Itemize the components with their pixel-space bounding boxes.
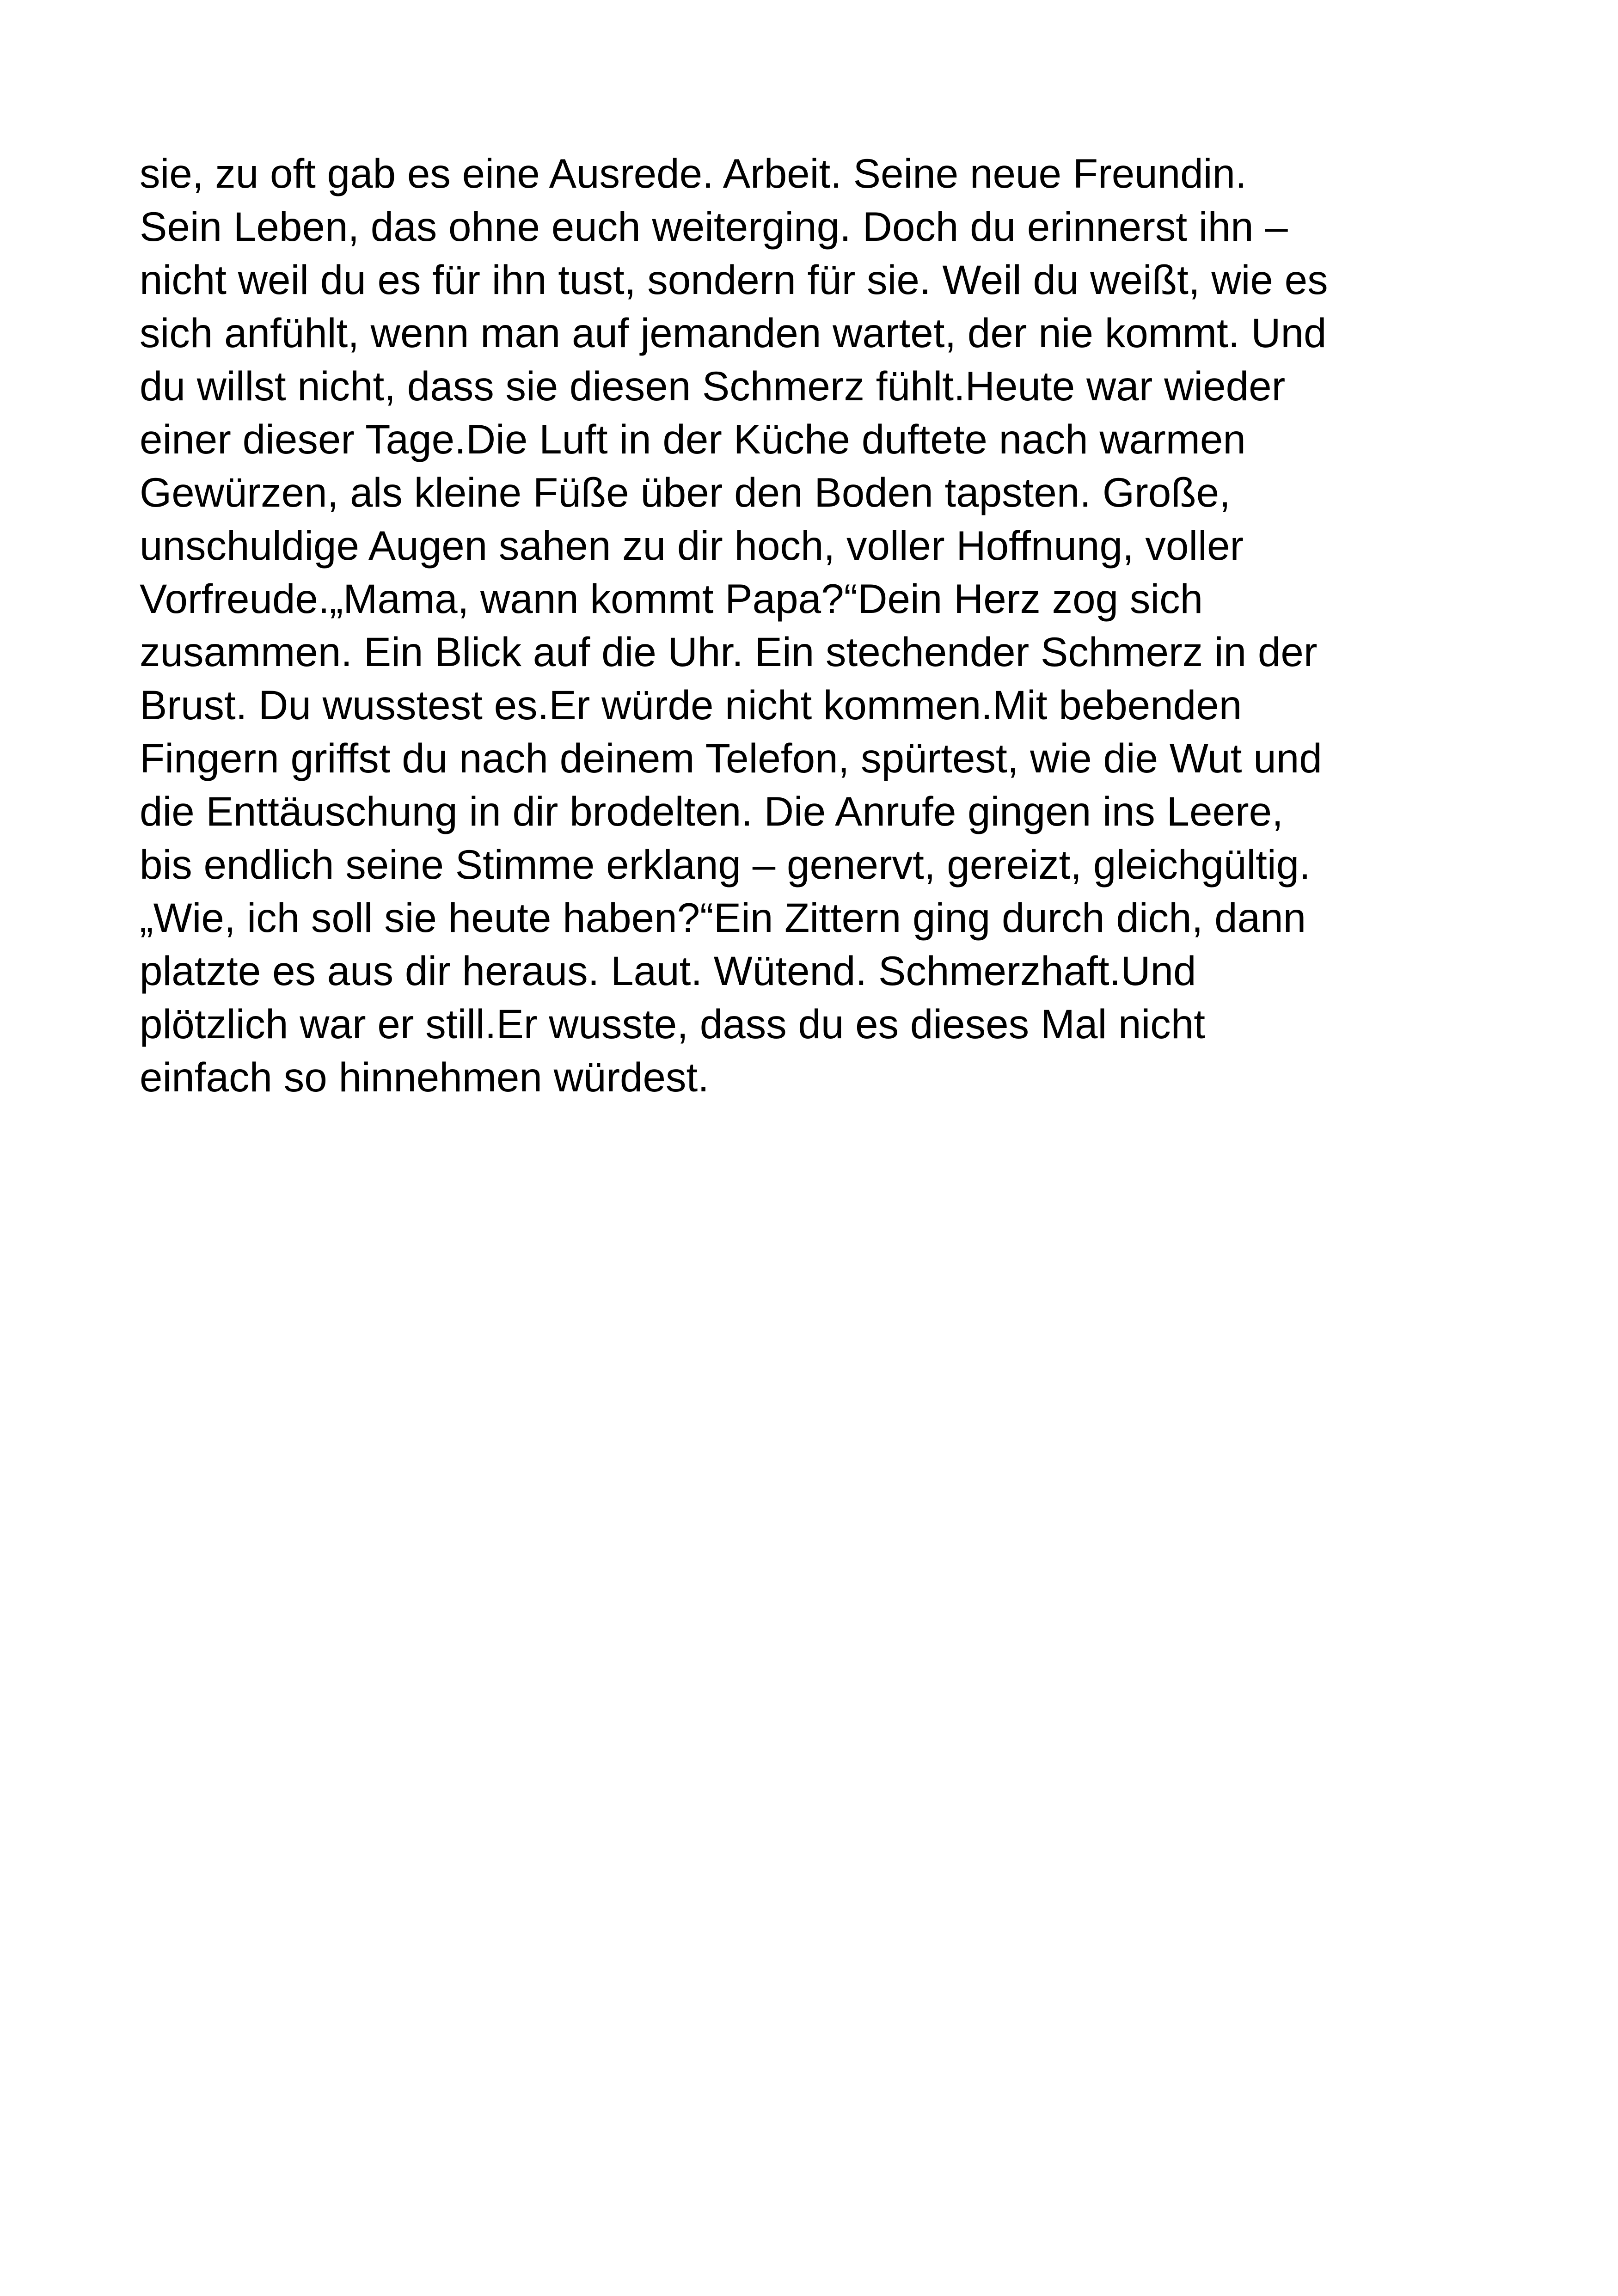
text-line: unschuldige Augen sahen zu dir hoch, voller Hoffnung, voller	[140, 522, 1244, 569]
body-paragraph	[140, 147, 1526, 1104]
text-line: die Enttäuschung in dir brodelten. Die Anrufe gingen ins Leere,	[140, 788, 1283, 834]
text-line: sich anfühlt, wenn man auf jemanden wartet, der nie kommt. Und	[140, 310, 1327, 356]
text-line: einfach so hinnehmen würdest.	[140, 1054, 709, 1100]
text-line: du willst nicht, dass sie diesen Schmerz fühlt.Heute war wieder	[140, 363, 1286, 409]
text-line: nicht weil du es für ihn tust, sondern für sie. Weil du weißt, wie es	[140, 257, 1328, 303]
text-line: Brust. Du wusstest es.Er würde nicht kommen.Mit bebenden	[140, 682, 1242, 728]
text-line: bis endlich seine Stimme erklang – genervt, gereizt, gleichgültig.	[140, 841, 1311, 888]
text-line: „Wie, ich soll sie heute haben?“Ein Zittern ging durch dich, dann	[140, 894, 1306, 941]
text-line: platzte es aus dir heraus. Laut. Wütend. Schmerzhaft.Und	[140, 948, 1196, 994]
text-line: Vorfreude.„Mama, wann kommt Papa?“Dein Herz zog sich	[140, 576, 1203, 622]
text-line: plötzlich war er still.Er wusste, dass du es dieses Mal nicht	[140, 1001, 1206, 1047]
text-line: Sein Leben, das ohne euch weiterging. Doch du erinnerst ihn –	[140, 203, 1288, 250]
text-line: Fingern griffst du nach deinem Telefon, spürtest, wie die Wut und	[140, 735, 1322, 781]
text-line: Gewürzen, als kleine Füße über den Boden tapsten. Große,	[140, 469, 1231, 515]
text-line: einer dieser Tage.Die Luft in der Küche duftete nach warmen	[140, 416, 1246, 462]
text-line: zusammen. Ein Blick auf die Uhr. Ein stechender Schmerz in der	[140, 629, 1318, 675]
text-line: sie, zu oft gab es eine Ausrede. Arbeit. Seine neue Freundin.	[140, 150, 1247, 196]
